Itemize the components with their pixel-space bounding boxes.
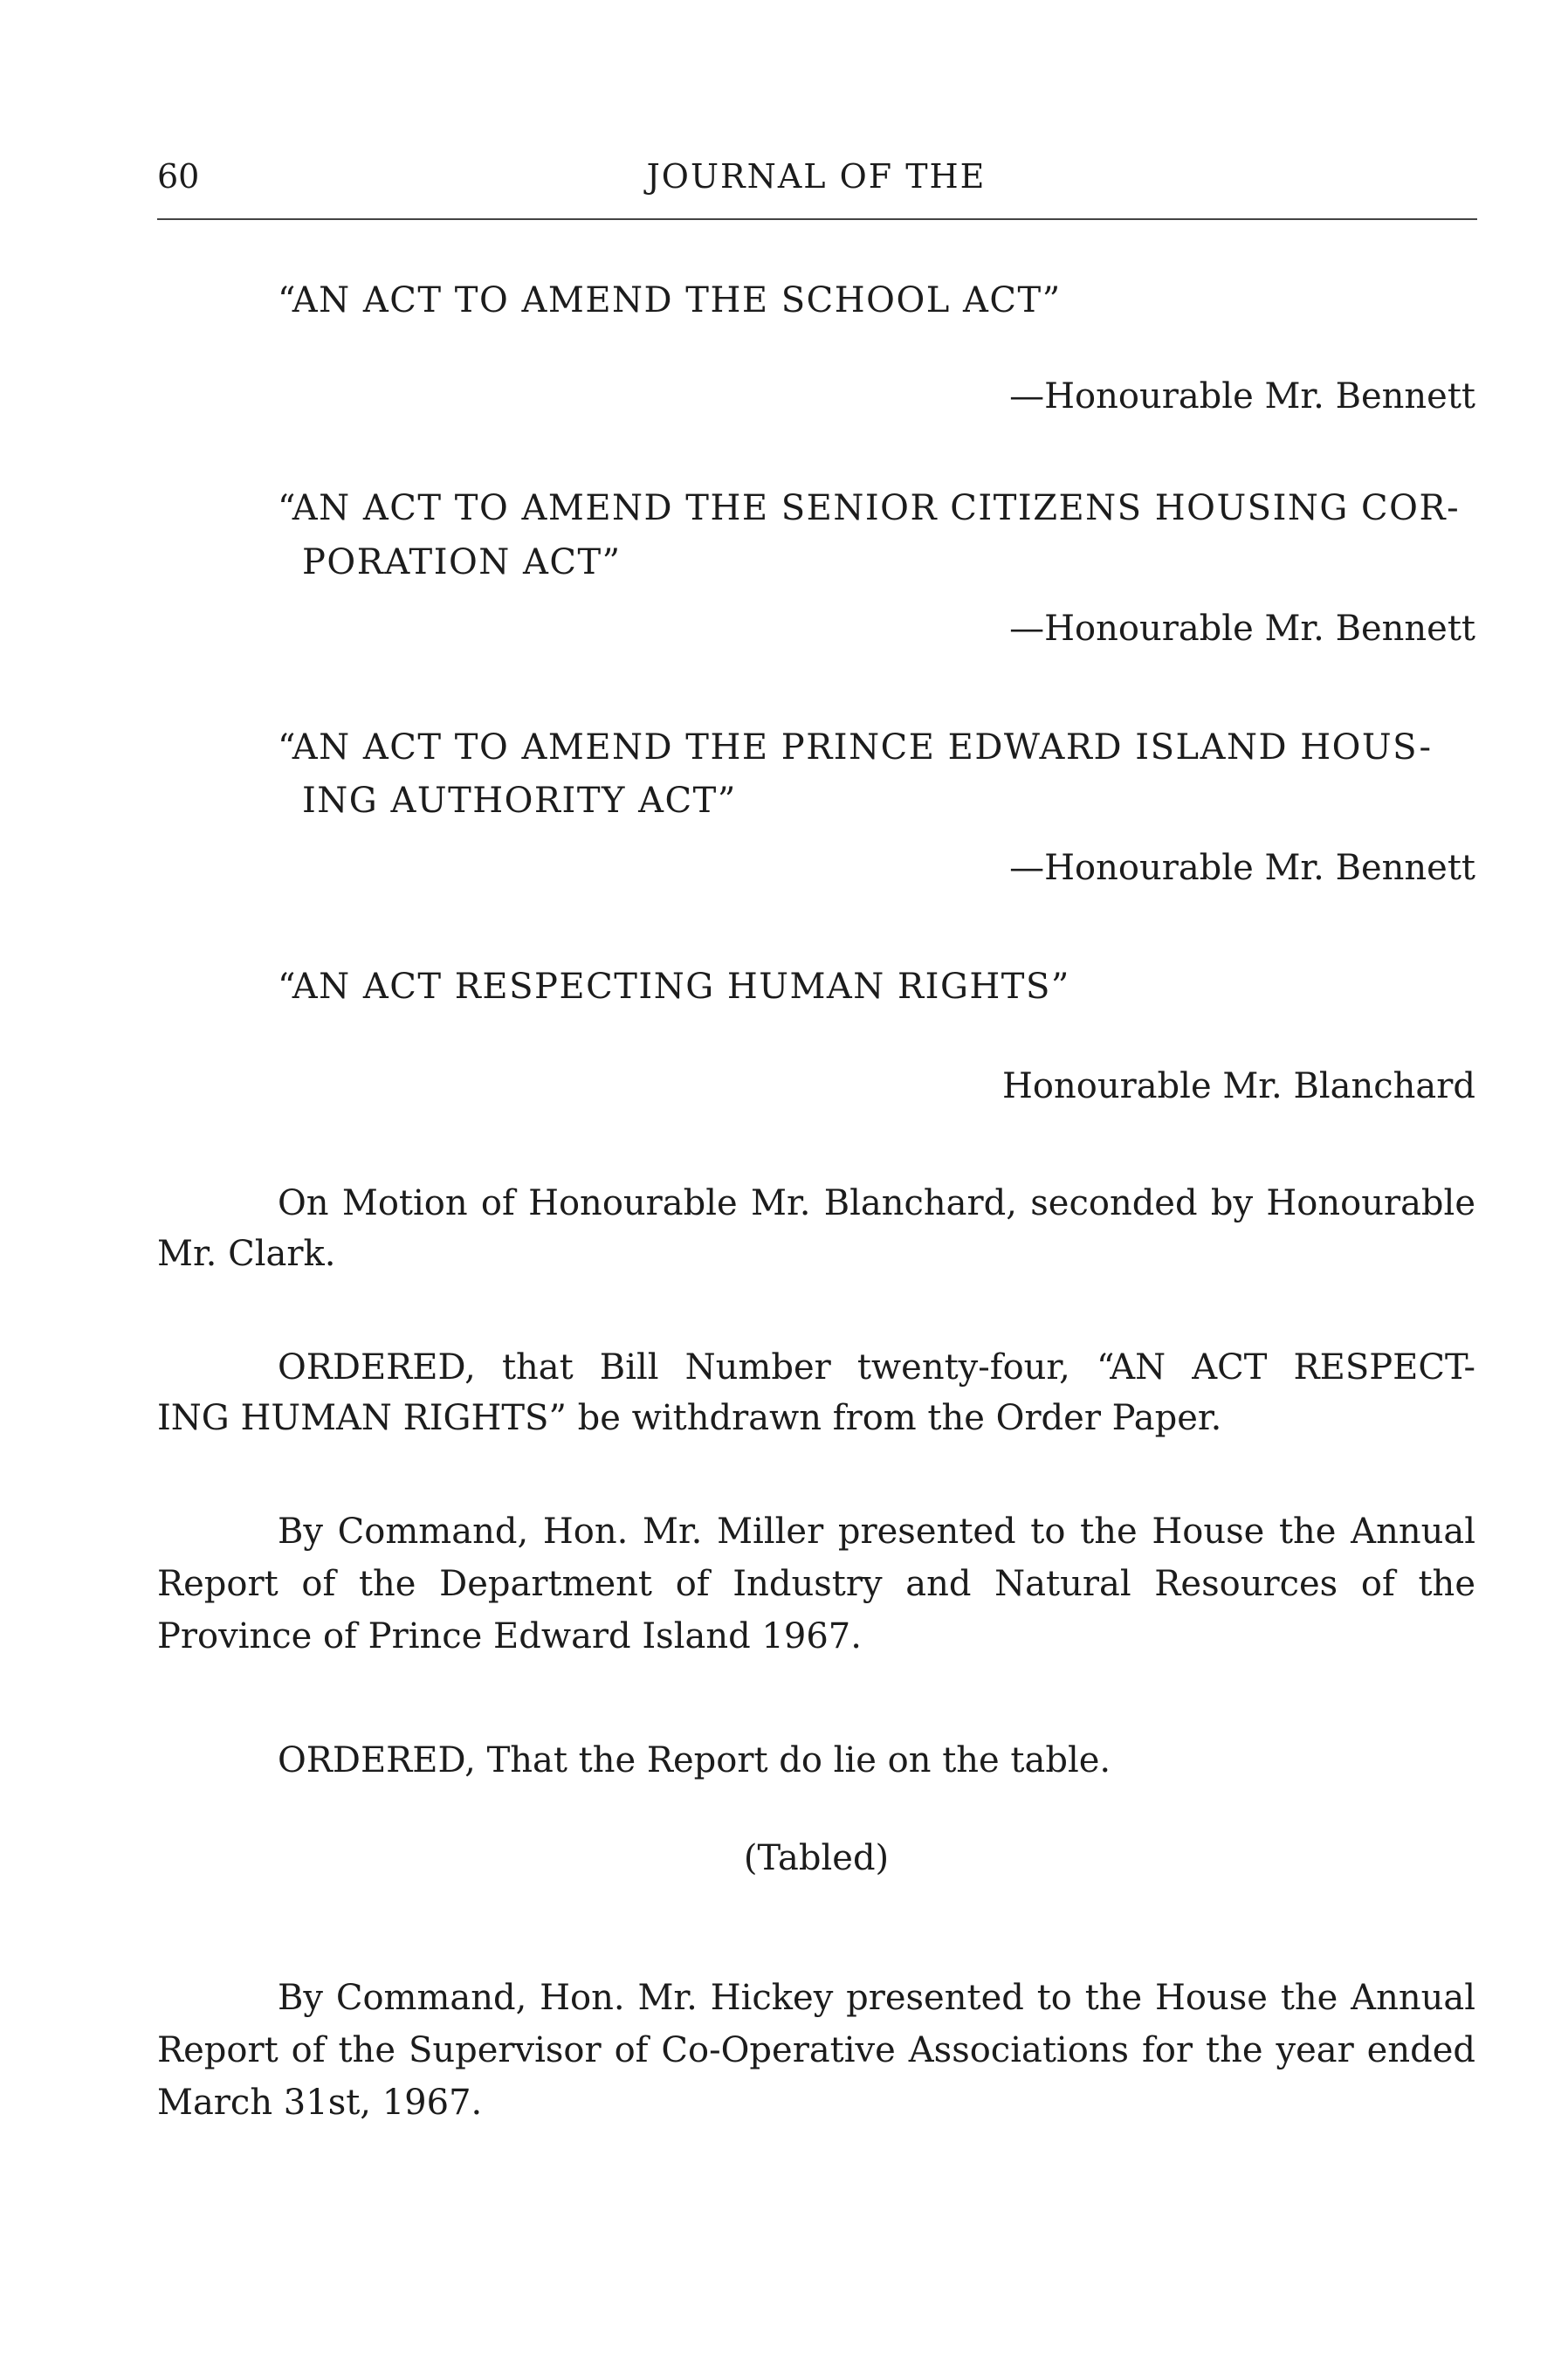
bill-title-line: ING AUTHORITY ACT” bbox=[302, 781, 737, 821]
bill-title-line: PORATION ACT” bbox=[302, 542, 622, 582]
motion-paragraph-line: On Motion of Honourable Mr. Blanchard, seconded by Honourable bbox=[278, 1183, 1475, 1223]
report-paragraph-line: Report of the Department of Industry and Natural Resources of the bbox=[157, 1564, 1475, 1604]
bill-title-line: “AN ACT TO AMEND THE SENIOR CITIZENS HOUSING COR- bbox=[278, 488, 1461, 528]
ordered-paragraph-line: ING HUMAN RIGHTS” be withdrawn from the Order Paper. bbox=[157, 1398, 1222, 1438]
report-paragraph-line: Province of Prince Edward Island 1967. bbox=[157, 1616, 862, 1656]
tabled-note: (Tabled) bbox=[743, 1838, 890, 1878]
motion-paragraph-line: Mr. Clark. bbox=[157, 1234, 336, 1274]
running-title: JOURNAL OF THE bbox=[646, 157, 987, 196]
bill-sponsor: —Honourable Mr. Bennett bbox=[1009, 848, 1475, 888]
report-paragraph-line: By Command, Hon. Mr. Hickey presented to the House the Annual bbox=[278, 1978, 1475, 2018]
bill-sponsor: —Honourable Mr. Bennett bbox=[1009, 609, 1475, 649]
bill-title-line: “AN ACT RESPECTING HUMAN RIGHTS” bbox=[278, 967, 1070, 1007]
report-paragraph-line: March 31st, 1967. bbox=[157, 2083, 483, 2123]
page-header bbox=[157, 157, 1475, 210]
ordered-table-line: ORDERED, That the Report do lie on the table. bbox=[278, 1740, 1111, 1780]
page-number: 60 bbox=[157, 157, 200, 196]
bill-sponsor: —Honourable Mr. Bennett bbox=[1009, 376, 1475, 417]
header-rule bbox=[157, 218, 1477, 220]
bill-sponsor: Honourable Mr. Blanchard bbox=[1002, 1066, 1475, 1106]
ordered-paragraph-line: ORDERED, that Bill Number twenty-four, “AN ACT RESPECT- bbox=[278, 1347, 1475, 1388]
report-paragraph-line: By Command, Hon. Mr. Miller presented to the House the Annual bbox=[278, 1512, 1475, 1552]
bill-title-line: “AN ACT TO AMEND THE PRINCE EDWARD ISLAND HOUS- bbox=[278, 727, 1433, 768]
bill-title-line: “AN ACT TO AMEND THE SCHOOL ACT” bbox=[278, 280, 1062, 320]
report-paragraph-line: Report of the Supervisor of Co-Operative Associations for the year ended bbox=[157, 2030, 1475, 2070]
